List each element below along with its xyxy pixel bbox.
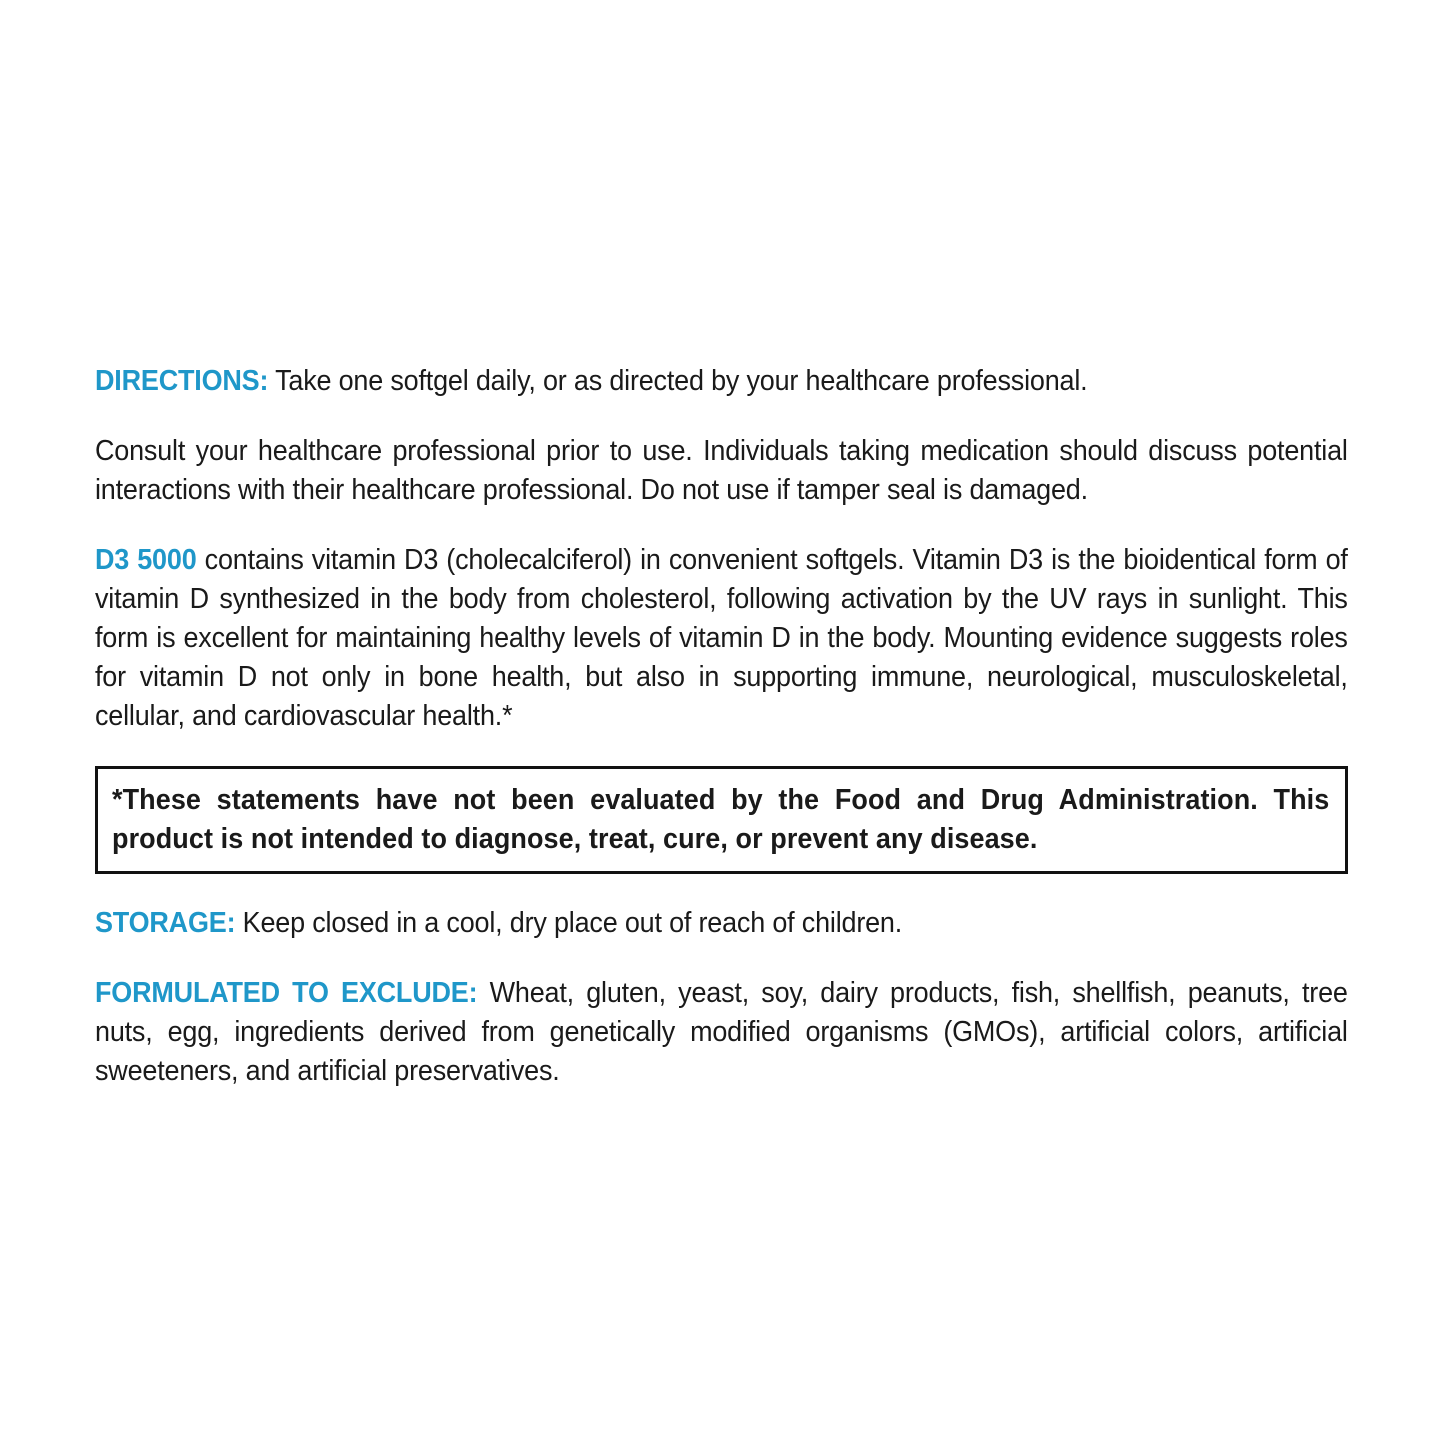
label-text-content	[95, 362, 1348, 1091]
exclusions-paragraph	[95, 974, 1348, 1091]
description-text: contains vitamin D3 (cholecalciferol) in convenient softgels. Vitamin D3 is the bioidentical form of vitamin D synthesized in the body from cholesterol, following activation by the UV rays in sunlight. This form is excellent for maintaining healthy levels of vitamin D in the body. Mounting evidence suggests roles for vitamin D not only in bone health, but also in supporting immune, neurological, musculoskeletal, cellular, and cardiovascular health.*	[95, 544, 1348, 732]
description-paragraph	[95, 541, 1348, 736]
directions-text: Take one softgel daily, or as directed by your healthcare professional.	[268, 365, 1088, 397]
product-name: D3 5000	[95, 544, 197, 576]
storage-paragraph	[95, 904, 1348, 943]
fda-notice-box	[95, 766, 1348, 874]
directions-paragraph	[95, 362, 1348, 401]
exclusions-text: Wheat, gluten, yeast, soy, dairy products, fish, shellfish, peanuts, tree nuts, egg, ingredients derived from genetically modified organisms (GMOs), artificial colors, artificial sweeteners, and artificial preservatives.	[95, 977, 1348, 1087]
storage-text: Keep closed in a cool, dry place out of reach of children.	[235, 907, 903, 939]
storage-label: STORAGE:	[95, 907, 236, 939]
exclusions-label: FORMULATED TO EXCLUDE:	[95, 977, 478, 1009]
caution-paragraph: Consult your healthcare professional prior to use. Individuals taking medication should discuss potential interactions with their healthcare professional. Do not use if tamper seal is damaged.	[95, 435, 1348, 506]
fda-notice-text: *These statements have not been evaluated by the Food and Drug Administration. This product is not intended to diagnose, treat, cure, or prevent any disease.	[112, 784, 1330, 855]
directions-label: DIRECTIONS:	[95, 365, 269, 397]
